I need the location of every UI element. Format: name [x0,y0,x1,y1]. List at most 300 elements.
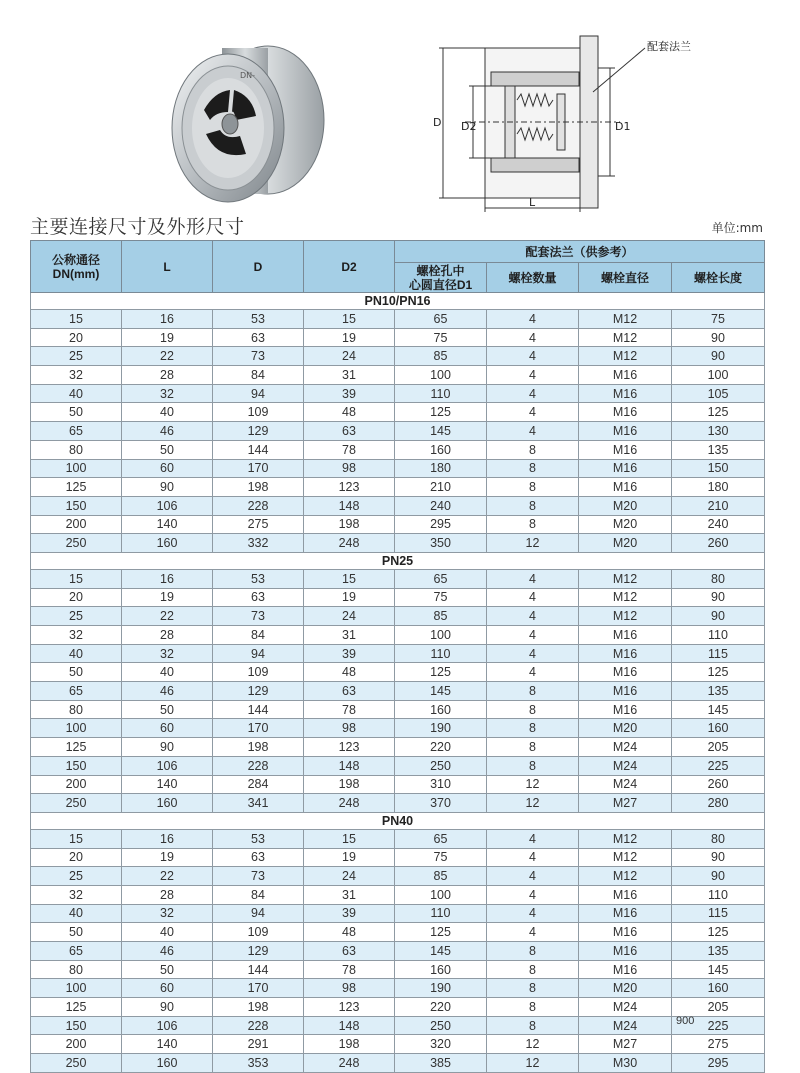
table-cell: 28 [122,626,213,645]
table-cell: 24 [304,867,395,886]
table-cell: 160 [122,534,213,553]
table-row [31,588,765,607]
table-cell: M16 [579,384,672,403]
table-cell: 40 [122,403,213,422]
table-cell: 250 [395,1016,487,1035]
table-row [31,867,765,886]
table-cell: 31 [304,626,395,645]
table-row [31,960,765,979]
dim-d1-label: D1 [615,120,631,133]
table-cell: 12 [487,794,579,813]
table-cell: 150 [31,1016,122,1035]
table-cell: 84 [213,366,304,385]
table-cell: 198 [213,998,304,1017]
table-cell: 106 [122,756,213,775]
table-cell: 90 [122,478,213,497]
header-d: D [213,241,304,293]
table-cell: 148 [304,496,395,515]
table-cell: 65 [395,829,487,848]
table-cell: 260 [672,534,765,553]
table-cell: 53 [213,829,304,848]
table-cell: 98 [304,979,395,998]
table-cell: 63 [213,588,304,607]
table-cell: 24 [304,347,395,366]
table-cell: 73 [213,867,304,886]
table-cell: 123 [304,478,395,497]
table-row [31,422,765,441]
table-cell: 22 [122,347,213,366]
table-cell: M16 [579,644,672,663]
table-cell: 50 [122,700,213,719]
section-header-row [31,293,765,310]
table-cell: 8 [487,496,579,515]
table-cell: 220 [395,738,487,757]
table-cell: 63 [304,422,395,441]
table-cell: 275 [672,1035,765,1054]
table-cell: 65 [395,310,487,329]
table-cell: 4 [487,366,579,385]
table-row [31,459,765,478]
table-cell: 40 [122,663,213,682]
table-cell: 145 [672,960,765,979]
table-cell: M12 [579,347,672,366]
table-cell: 115 [672,904,765,923]
table-cell: 16 [122,310,213,329]
table-cell: 4 [487,626,579,645]
table-cell: 19 [304,588,395,607]
table-cell: 210 [672,496,765,515]
table-cell: 78 [304,960,395,979]
table-cell: 50 [122,440,213,459]
table-cell: 140 [122,1035,213,1054]
table-cell: 63 [304,682,395,701]
table-cell: 228 [213,1016,304,1035]
table-cell: 248 [304,1054,395,1073]
table-cell: 19 [122,328,213,347]
table-cell: 145 [395,942,487,961]
table-cell: 80 [672,829,765,848]
table-cell: 4 [487,848,579,867]
table-cell: 48 [304,663,395,682]
table-row [31,719,765,738]
table-row [31,663,765,682]
table-cell: 46 [122,682,213,701]
table-cell: 180 [395,459,487,478]
table-cell: 98 [304,459,395,478]
header-bolt-dia: 螺栓直径 [579,263,672,293]
table-cell: 98 [304,719,395,738]
table-cell: 22 [122,867,213,886]
table-cell: 50 [31,923,122,942]
table-cell: 370 [395,794,487,813]
table-row [31,923,765,942]
table-cell: 125 [395,923,487,942]
table-row [31,478,765,497]
table-cell: 28 [122,366,213,385]
table-cell: 140 [122,775,213,794]
table-row [31,1016,765,1035]
table-cell: 129 [213,942,304,961]
table-cell: 48 [304,923,395,942]
table-cell: 145 [395,422,487,441]
table-cell: 170 [213,459,304,478]
table-cell: 170 [213,719,304,738]
table-cell: 110 [672,885,765,904]
table-cell: 73 [213,347,304,366]
table-cell: 73 [213,607,304,626]
table-cell: 19 [304,848,395,867]
table-cell: 295 [672,1054,765,1073]
table-cell: 63 [213,848,304,867]
table-cell: 60 [122,979,213,998]
table-cell: 90 [672,328,765,347]
table-row [31,626,765,645]
table-cell: 84 [213,626,304,645]
table-cell: M12 [579,569,672,588]
table-cell: 129 [213,682,304,701]
section-label: PN25 [31,552,765,569]
table-cell: M24 [579,756,672,775]
table-cell: M16 [579,942,672,961]
table-cell: 46 [122,942,213,961]
table-cell: 100 [395,885,487,904]
table-cell: 32 [31,366,122,385]
table-row [31,738,765,757]
table-cell: 248 [304,794,395,813]
table-cell: 16 [122,569,213,588]
table-cell: 8 [487,960,579,979]
table-cell: 12 [487,534,579,553]
table-cell: 125 [672,663,765,682]
table-cell: 4 [487,923,579,942]
table-row [31,403,765,422]
table-cell: 4 [487,328,579,347]
table-cell: 198 [304,1035,395,1054]
table-cell: 80 [31,440,122,459]
section-label: PN10/PN16 [31,293,765,310]
table-cell: 4 [487,867,579,886]
table-cell: 32 [122,644,213,663]
table-cell: 160 [122,794,213,813]
valve-cross-section-drawing [425,30,770,215]
table-cell: 8 [487,756,579,775]
table-cell: 106 [122,496,213,515]
table-cell: 228 [213,496,304,515]
table-cell: 130 [672,422,765,441]
dim-d2-label: D2 [461,120,477,133]
table-cell: 20 [31,588,122,607]
header-d1: 螺栓孔中 心圆直径D1 [395,263,487,293]
table-cell: 60 [122,459,213,478]
table-cell: 4 [487,422,579,441]
table-cell: 148 [304,756,395,775]
table-cell: 280 [672,794,765,813]
table-cell: 90 [672,347,765,366]
table-cell: 150 [31,756,122,775]
table-cell: M16 [579,923,672,942]
table-cell: 144 [213,440,304,459]
table-cell: M12 [579,867,672,886]
table-cell: 8 [487,478,579,497]
table-cell: 284 [213,775,304,794]
table-cell: M24 [579,998,672,1017]
table-cell: 4 [487,904,579,923]
table-cell: 150 [672,459,765,478]
table-cell: 200 [31,1035,122,1054]
table-cell: 144 [213,960,304,979]
table-row [31,1035,765,1054]
table-cell: 248 [304,534,395,553]
table-cell: 63 [213,328,304,347]
table-cell: 228 [213,756,304,775]
table-cell: 90 [672,867,765,886]
table-cell: M20 [579,719,672,738]
table-cell: 200 [31,775,122,794]
table-cell: 160 [395,960,487,979]
table-cell: 65 [31,682,122,701]
table-cell: 4 [487,663,579,682]
table-cell: 198 [304,775,395,794]
table-cell: 15 [31,310,122,329]
table-row [31,515,765,534]
table-cell: 40 [31,384,122,403]
section-label: PN40 [31,812,765,829]
table-cell: 40 [31,904,122,923]
table-cell: M24 [579,1016,672,1035]
table-cell: 123 [304,738,395,757]
table-cell: 40 [31,644,122,663]
table-cell: 4 [487,644,579,663]
table-cell: 250 [31,534,122,553]
table-cell: 190 [395,979,487,998]
table-cell: 260 [672,775,765,794]
table-cell: 160 [395,700,487,719]
table-cell: 225 [672,756,765,775]
table-row [31,998,765,1017]
table-row [31,347,765,366]
table-cell: 135 [672,440,765,459]
table-cell: M16 [579,960,672,979]
table-row [31,682,765,701]
table-cell: M12 [579,588,672,607]
table-row [31,644,765,663]
table-cell: 123 [304,998,395,1017]
table-cell: 15 [304,310,395,329]
table-row [31,384,765,403]
header-bolt-len: 螺栓长度 [672,263,765,293]
table-cell: M12 [579,848,672,867]
table-row [31,700,765,719]
table-cell: M20 [579,496,672,515]
table-cell: 200 [31,515,122,534]
table-cell: 80 [31,960,122,979]
table-cell: 205 [672,738,765,757]
table-cell: 250 [395,756,487,775]
table-cell: 353 [213,1054,304,1073]
table-row [31,756,765,775]
table-cell: 25 [31,607,122,626]
table-cell: 240 [672,515,765,534]
table-cell: M16 [579,663,672,682]
table-cell: 350 [395,534,487,553]
table-cell: 125 [31,478,122,497]
table-cell: 8 [487,979,579,998]
table-cell: 32 [122,384,213,403]
table-cell: 32 [31,885,122,904]
table-cell: 160 [122,1054,213,1073]
section-header-row [31,812,765,829]
table-cell: 75 [395,588,487,607]
table-cell: 46 [122,422,213,441]
table-cell: M12 [579,328,672,347]
table-cell: 20 [31,848,122,867]
table-cell: 160 [672,979,765,998]
table-cell: 8 [487,515,579,534]
table-cell: 94 [213,904,304,923]
table-cell: 198 [213,738,304,757]
table-cell: 190 [395,719,487,738]
table-cell: 332 [213,534,304,553]
table-cell: 90 [122,998,213,1017]
table-row [31,775,765,794]
table-cell: 4 [487,310,579,329]
table-cell: 53 [213,569,304,588]
table-cell: 125 [31,998,122,1017]
table-cell: 150 [31,496,122,515]
table-cell: 25 [31,347,122,366]
table-cell: 125 [395,663,487,682]
table-cell: 135 [672,682,765,701]
dim-d-label: D [433,116,442,129]
table-cell: 32 [31,626,122,645]
table-cell: 4 [487,607,579,626]
table-cell: 110 [672,626,765,645]
table-row [31,848,765,867]
table-cell: 75 [672,310,765,329]
table-cell: 85 [395,867,487,886]
table-cell: M12 [579,829,672,848]
table-cell: 4 [487,588,579,607]
header-dn: 公称通径 DN(mm) [31,241,122,293]
table-row [31,904,765,923]
table-cell: 50 [31,403,122,422]
table-cell: 205 [672,998,765,1017]
table-cell: 250 [31,794,122,813]
table-cell: 341 [213,794,304,813]
stray-note: 900 [676,1015,695,1027]
table-cell: M16 [579,885,672,904]
table-cell: 8 [487,719,579,738]
table-cell: 12 [487,1054,579,1073]
table-cell: 15 [304,829,395,848]
table-cell: 145 [672,700,765,719]
table-cell: 125 [395,403,487,422]
table-cell: 135 [672,942,765,961]
table-cell: 144 [213,700,304,719]
table-cell: 78 [304,440,395,459]
table-cell: M16 [579,366,672,385]
unit-label: 单位:mm [711,221,763,235]
table-cell: 25 [31,867,122,886]
table-cell: M16 [579,440,672,459]
table-row [31,310,765,329]
table-cell: 110 [395,384,487,403]
table-cell: 53 [213,310,304,329]
table-cell: 50 [31,663,122,682]
table-cell: 8 [487,700,579,719]
table-cell: 15 [31,569,122,588]
table-cell: 250 [31,1054,122,1073]
table-cell: 125 [31,738,122,757]
table-cell: 160 [395,440,487,459]
table-cell: 198 [213,478,304,497]
table-cell: M16 [579,904,672,923]
table-cell: 225 [672,1016,765,1035]
table-cell: 180 [672,478,765,497]
table-cell: 31 [304,885,395,904]
table-row [31,829,765,848]
table-cell: 105 [672,384,765,403]
table-cell: 4 [487,885,579,904]
table-cell: 90 [672,848,765,867]
table-cell: 90 [672,607,765,626]
table-cell: 129 [213,422,304,441]
table-cell: 100 [31,719,122,738]
table-cell: M12 [579,310,672,329]
table-cell: 39 [304,904,395,923]
table-cell: 94 [213,644,304,663]
table-cell: 148 [304,1016,395,1035]
table-cell: 80 [31,700,122,719]
table-cell: 100 [395,366,487,385]
header-flange-group: 配套法兰（供参考） [395,241,765,263]
table-cell: 110 [395,904,487,923]
table-cell: 48 [304,403,395,422]
table-cell: 20 [31,328,122,347]
page-title: 主要连接尺寸及外形尺寸 [30,216,245,238]
table-cell: 16 [122,829,213,848]
dimension-table [30,240,765,1073]
table-cell: 106 [122,1016,213,1035]
table-cell: 320 [395,1035,487,1054]
table-cell: M16 [579,626,672,645]
table-cell: 60 [122,719,213,738]
table-cell: 140 [122,515,213,534]
table-cell: 75 [395,848,487,867]
table-cell: 4 [487,569,579,588]
table-cell: 8 [487,942,579,961]
table-cell: 8 [487,440,579,459]
table-cell: 4 [487,347,579,366]
table-cell: M30 [579,1054,672,1073]
table-cell: M20 [579,515,672,534]
dim-l-label: L [529,196,536,209]
table-cell: M24 [579,738,672,757]
table-cell: 84 [213,885,304,904]
table-cell: M27 [579,794,672,813]
table-cell: 109 [213,923,304,942]
table-row [31,794,765,813]
table-cell: 12 [487,1035,579,1054]
table-cell: 100 [31,979,122,998]
table-cell: 8 [487,1016,579,1035]
table-cell: 39 [304,644,395,663]
table-cell: 210 [395,478,487,497]
table-cell: 75 [395,328,487,347]
table-row [31,979,765,998]
table-cell: M20 [579,979,672,998]
table-cell: M24 [579,775,672,794]
